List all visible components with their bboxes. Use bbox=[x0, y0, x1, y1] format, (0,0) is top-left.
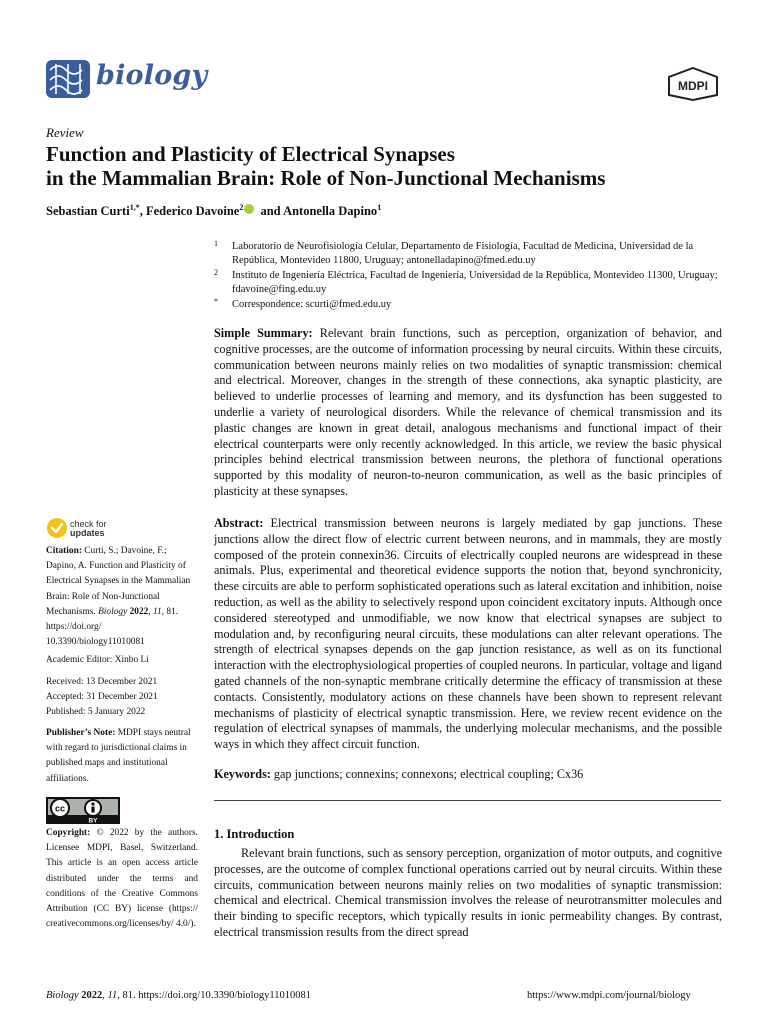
publisher-note-text: MDPI stays neutral with regard to jurisdictional claims in published maps and institutional affiliations. bbox=[46, 728, 191, 784]
author-name[interactable]: Federico Davoine bbox=[145, 204, 240, 219]
footer-citation bbox=[46, 990, 311, 1001]
author-name[interactable]: Sebastian Curti bbox=[46, 204, 130, 219]
copyright-label: Copyright: bbox=[46, 828, 91, 838]
footer-volume: , 11 bbox=[102, 990, 118, 1001]
author-list bbox=[46, 203, 381, 219]
citation-text: Curti, S.; Davoine, F.; Dapino, A. Function and Plasticity of Electrical Synapses in the Mammalian Brain: Role of Non-Junctional Mechanisms. bbox=[46, 546, 191, 617]
author-separator: and bbox=[257, 204, 284, 219]
footer-journal: Biology bbox=[46, 990, 79, 1001]
correspondence-item bbox=[214, 298, 724, 312]
check-updates-icon bbox=[46, 517, 68, 539]
accepted-date: Accepted: 31 December 2021 bbox=[46, 692, 158, 703]
affiliation-text: Instituto de Ingeniería Eléctrica, Facultad de Ingeniería, Universidad de la República, Montevideo 11300, Uruguay; fdavoine@fing.edu.uy bbox=[232, 270, 718, 295]
orcid-icon[interactable] bbox=[244, 204, 254, 214]
check-updates-label: check for bbox=[70, 519, 107, 529]
title-line-1: Function and Plasticity of Electrical Synapses bbox=[46, 142, 455, 166]
svg-text:cc: cc bbox=[54, 803, 66, 814]
citation-year: 2022 bbox=[127, 606, 149, 617]
simple-summary bbox=[214, 326, 722, 500]
introduction-text: Relevant brain functions, such as sensory perception, organization of motor outputs, and cognitive processes, are the outcome of complex functional operations carried out by neural circuits. Within these circuits, communication between neurons mainly relies on two modalities of synaptic transmission: chemical and electrical. Chemical transmission involves the release of neurotransmitter molecules and their binding to specific receptors, which typically results in ionic permeability changes. By contrast, electrical transmission results from the direct spread bbox=[214, 846, 722, 939]
biology-logo-icon bbox=[46, 60, 90, 98]
affiliation-number: 1 bbox=[214, 239, 218, 248]
summary-text: Relevant brain functions, such as perception, organization of behavior, and cognitive processes, are the outcome of information processing by neural circuits. Within these circuits, communication between neurons mainly relies on two modalities of synaptic transmission: chemical and electrical. Moreover, changes in the strength of these connections, aka synaptic plasticity, are believed to underlie processes of learning and memory, and its dysfunction has been suggested to underlie a variety of neurological disorders. While the relevance of chemical transmission and its plastic changes are known in great detail, analogous mechanisms and functional impact of their electrical counterparts were only recently acknowledged. In this article, we review the basic physical principles behind electrical transmission between neurons, the plethora of functional operations supported by this modality of neuron-to-neuron communication, as well as the basic principles of plasticity at these synapses. bbox=[214, 326, 722, 498]
affiliation-text: Laboratorio de Neurofisiología Celular, Departamento de Fisiología, Facultad de Medicina, Universidad de la República, Montevideo 11800, Uruguay; antonelladapino@fmed.edu.uy bbox=[232, 241, 694, 266]
footer-doi-link[interactable]: , 81. https://doi.org/10.3390/biology11010081 bbox=[117, 990, 311, 1001]
citation-volume: , 11 bbox=[148, 606, 162, 617]
affiliation-number: * bbox=[214, 297, 218, 306]
section-heading: 1. Introduction bbox=[214, 827, 295, 841]
keywords-text: gap junctions; connexins; connexons; electrical coupling; Cx36 bbox=[270, 767, 584, 781]
publisher-note-label: Publisher’s Note: bbox=[46, 728, 116, 738]
academic-editor: Academic Editor: Xinbo Li bbox=[46, 655, 149, 665]
title-line-2: in the Mammalian Brain: Role of Non-Junctional Mechanisms bbox=[46, 166, 606, 190]
affiliation-number: 2 bbox=[214, 268, 218, 277]
check-updates-label-bold: updates bbox=[70, 528, 105, 538]
correspondence-text: Correspondence: scurti@fmed.edu.uy bbox=[232, 299, 392, 310]
copyright-text: © 2022 by the authors. Licensee MDPI, Basel, Switzerland. This article is an open access article distributed under the terms and conditions of the Creative Commons Attribution (CC BY) license (https:// creativecommons.org/licenses/by/ 4.0/). bbox=[46, 828, 198, 930]
cc-by-label: BY bbox=[88, 817, 98, 824]
affiliation-item bbox=[214, 269, 724, 297]
publisher-name: MDPI bbox=[678, 79, 708, 93]
keywords-label: Keywords: bbox=[214, 767, 271, 781]
affiliation-item bbox=[214, 240, 724, 268]
journal-name: biology bbox=[96, 60, 208, 91]
affiliations bbox=[214, 240, 724, 313]
footer-journal-url-link[interactable]: https://www.mdpi.com/journal/biology bbox=[527, 990, 691, 1001]
keywords bbox=[214, 767, 722, 782]
cc-by-license-icon[interactable] bbox=[46, 797, 120, 824]
published-date: Published: 5 January 2022 bbox=[46, 707, 146, 718]
citation-block bbox=[46, 544, 198, 650]
article-type: Review bbox=[46, 125, 84, 140]
footer-year: 2022 bbox=[78, 990, 103, 1001]
citation-label: Citation: bbox=[46, 546, 82, 556]
introduction-body bbox=[214, 846, 722, 941]
section-divider bbox=[214, 800, 721, 801]
publisher-note bbox=[46, 726, 198, 787]
author-separator: , bbox=[139, 204, 146, 219]
check-for-updates-button[interactable] bbox=[46, 517, 166, 545]
mdpi-logo-icon[interactable] bbox=[667, 67, 719, 101]
citation-journal: Biology bbox=[98, 606, 128, 617]
summary-label: Simple Summary: bbox=[214, 326, 313, 340]
abstract-label: Abstract: bbox=[214, 516, 264, 530]
abstract-text: Electrical transmission between neurons is largely mediated by gap junctions. These junctions allow the direct flow of electric current between neurons, and in mammals, they are mostly composed of the protein connexin36. Circuits of electrically coupled neurons are widespread in these animals. Plus, experimental and theoretical evidence supports the notion that, beyond synchronicity, these circuits are able to perform sophisticated operations such as lateral excitation and inhibition, noise reduction, as well as the ability to selectively respond upon coincident excitatory inputs. Although once considered stereotyped and unmodifiable, we now know that electrical synapses are subject to modulation and, by reconfiguring neural circuits, these modulations can alter relevant operations. The strength of electrical synapses depends on the gap junction resistance, as well as on its functional interaction with the electrophysiological properties of coupled neurons. In particular, voltage and ligand gated channels of the non-synaptic membrane critically determine the efficacy of transmission at these contacts. Consistently, modulatory actions on these channels have been shown to represent relevant mechanisms of plasticity of electrical synaptic transmission. Here, we review recent evidence on the regulation of electrical synapses of mammals, the underlying molecular mechanisms, and the possible ways in which they affect circuit function. bbox=[214, 516, 722, 752]
article-title bbox=[46, 142, 736, 190]
author-name[interactable]: Antonella Dapino bbox=[283, 204, 378, 219]
abstract bbox=[214, 516, 722, 753]
copyright-notice bbox=[46, 826, 198, 932]
received-date: Received: 13 December 2021 bbox=[46, 677, 158, 687]
citation-doi-link[interactable]: , 81. https://doi.org/ 10.3390/biology11010081 bbox=[46, 606, 179, 648]
publication-dates bbox=[46, 675, 198, 721]
journal-logo-link[interactable] bbox=[46, 60, 256, 100]
author-affiliation-marker: 1,* bbox=[129, 203, 140, 212]
author-affiliation-marker: 2 bbox=[239, 203, 244, 212]
author-affiliation-marker: 1 bbox=[377, 203, 382, 212]
